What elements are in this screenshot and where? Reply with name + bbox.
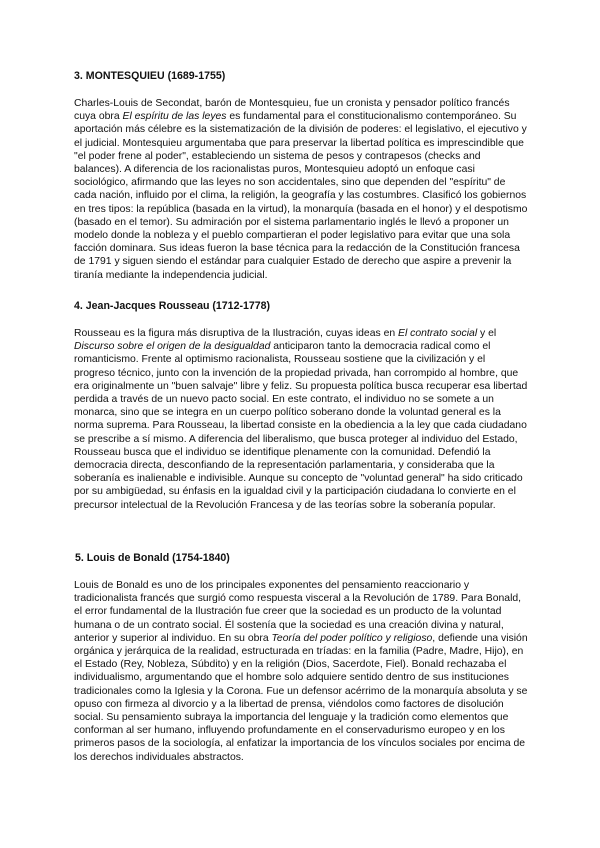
paragraph-text: es fundamental para el constitucionalismo contemporáneo. Su aportación más célebre es la sistematización de la división de poderes: el legislativo, el ejecutivo y el judicial. Montesquieu argumentaba que para preservar la libertad política es imprescindible que "el poder frene al poder", estableciendo un sistema de pesos y contrapesos (checks and balances). A diferencia de los racionalistas puros, Montesquieu adoptó un enfoque casi sociológico, afirmando que las leyes no son accidentales, sino que dependen del "espíritu" de cada nación, influido por el clima, la religión, la geografía y las costumbres. Clasificó los gobiernos en tres tipos: la república (basada en la virtud), la monarquía (basada en el honor) y el despotismo (basado en el temor). Su admiración por el sistema parlamentario inglés le llevó a proponer un modelo donde la nobleza y el pueblo compartieran el poder legislativo para evitar que una sola facción dominara. Sus ideas fueron la base técnica para la redacción de la Constitución francesa de 1791 y siguen siendo el estándar para cualquier Estado de derecho que aspire a prevenir la tiranía mediante la independencia judicial. — [74, 111, 528, 281]
work-title: Teoría del poder político y religioso — [271, 632, 433, 644]
work-title: El contrato social — [398, 328, 478, 339]
section-heading-bonald: 5. Louis de Bonald (1754-1840) — [75, 552, 230, 564]
paragraph-text: Rousseau es la figura más disruptiva de la Ilustración, cuyas ideas en — [74, 328, 399, 339]
work-title: El espíritu de las leyes — [122, 111, 227, 123]
work-title: Discurso sobre el origen de la desigualdad — [74, 341, 271, 353]
paragraph-text: anticiparon tanto la democracia radical como el romanticismo. Frente al optimismo racionalista, Rousseau sostiene que la civilización y el progreso técnico, junto con la invención de la propiedad privada, han corrompido al hombre, que era originalmente un "buen salvaje" libre y feliz. Su propuesta política busca recuperar esa libertad perdida a través de un nuevo pacto social. En este contrato, el individuo no se somete a un monarca, sino que se integra en un cuerpo político soberano donde la voluntad general es la norma suprema. Para Rousseau, la libertad consiste en la obediencia a la ley que cada ciudadano se prescribe a sí mismo. A diferencia del liberalismo, que busca proteger al individuo del Estado, Rousseau busca que el individuo se identifique plenamente con la comunidad. Defendió la democracia directa, desconfiando de la representación parlamentaria, y consideraba que la soberanía es inalienable e indivisible. Aunque su concepto de "voluntad general" ha sido criticado por su ambigüedad, su énfasis en la igualdad civil y la participación ciudadana lo convierte en el precursor intelectual de la Revolución Francesa y de las teorías sobre la soberanía popular. — [74, 341, 528, 511]
paragraph-text: , defiende una visión orgánica y jerárquica de la realidad, estructurada en tríadas: en la familia (Padre, Madre, Hijo), en el Estado (Rey, Nobleza, Súbdito) y en la religión (Dios, Sacerdote, Fiel). Bonald rechazaba el individualismo, argumentando que el hombre solo adquiere sentido dentro de sus instituciones tradicionales como la Iglesia y la Corona. Fue un defensor acérrimo de la monarquía absoluta y se opuso con firmeza al divorcio y a la libertad de prensa, viéndolos como factores de disolución social. Su pensamiento subraya la importancia del lenguaje y la tradición como elementos que conforman al ser humano, influyendo profundamente en el conservadurismo europeo y en los primeros pasos de la sociología, al enfatizar la importancia de los vínculos sociales por encima de los derechos individuales abstractos. — [74, 632, 528, 763]
paragraph-text: Charles-Louis de Secondat, barón de Montesquieu, fue un cronista y pensador político francés cuya obra — [74, 98, 510, 123]
section-heading-montesquieu: 3. MONTESQUIEU (1689-1755) — [74, 70, 226, 82]
section-heading-rousseau: 4. Jean-Jacques Rousseau (1712-1778) — [74, 300, 271, 312]
paragraph-text: Louis de Bonald es uno de los principales exponentes del pensamiento reaccionario y tradicionalista francés que surgió como respuesta visceral a la Revolución de 1789. Para Bonald, el error fundamental de la Ilustración fue creer que la sociedad es un producto de la voluntad humana o de un contrato social. Él sostenía que la sociedad es una creación divina y natural, anterior y superior al individuo. En su obra — [74, 580, 522, 644]
paragraph-text: y el — [477, 328, 497, 339]
section-paragraph-montesquieu — [74, 97, 529, 282]
section-paragraph-rousseau — [74, 327, 529, 512]
section-paragraph-bonald — [74, 579, 529, 764]
